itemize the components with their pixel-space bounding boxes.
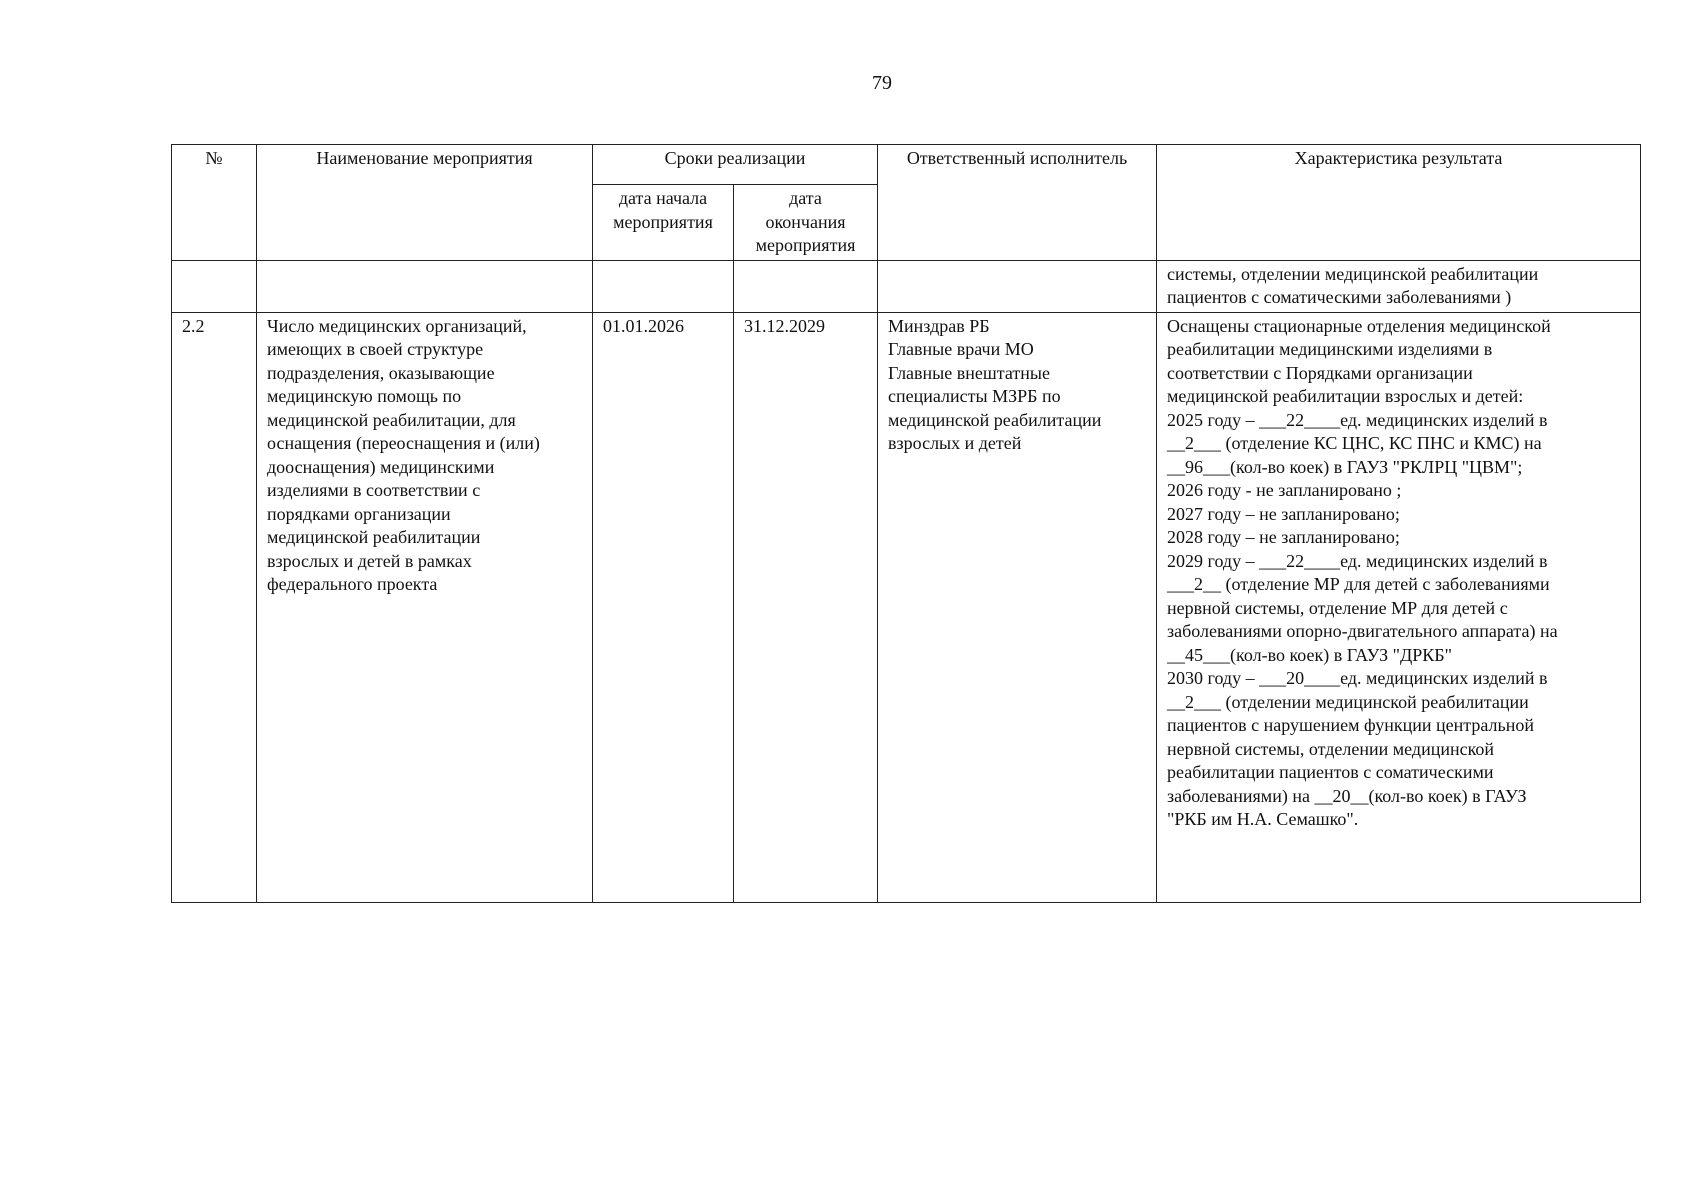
table-row-continued bbox=[172, 260, 1641, 312]
header-executor: Ответственный исполнитель bbox=[878, 145, 1157, 261]
cell-result: Оснащены стационарные отделения медицинской реабилитации медицинскими изделиями в соответствии с Порядками организации медицинской реабилитации взрослых и детей: 2025 году – ___22____ед. медицинских изделий в __2___ (отделение КС ЦНС, КС ПНС и КМС) на __96___(кол-во коек) в ГАУЗ "РКЛРЦ "ЦВМ"; 2026 году - не запланировано ; 2027 году – не запланировано; 2028 году – не запланировано; 2029 году – ___22____ед. медицинских изделий в ___2__ (отделение МР для детей с заболеваниями нервной системы, отделение МР для детей с заболеваниями опорно-двигательного аппарата) на __45___(кол-во коек) в ГАУЗ "ДРКБ" 2030 году – ___20____ед. медицинских изделий в __2___ (отделении медицинской реабилитации пациентов с нарушением функции центральной нервной системы, отделении медицинской реабилитации пациентов с соматическими заболеваниями) на __20__(кол-во коек) в ГАУЗ "РКБ им Н.А. Семашко". bbox=[1157, 312, 1641, 902]
cell-result: системы, отделении медицинской реабилитации пациентов с соматическими заболеваниями ) bbox=[1157, 260, 1641, 312]
cell-end-date: 31.12.2029 bbox=[734, 312, 878, 902]
cell-event-name bbox=[257, 260, 593, 312]
events-table bbox=[171, 144, 1641, 903]
cell-start-date: 01.01.2026 bbox=[593, 312, 734, 902]
header-result: Характеристика результата bbox=[1157, 145, 1641, 261]
cell-event-name: Число медицинских организаций, имеющих в своей структуре подразделения, оказывающие медицинскую помощь по медицинской реабилитации, для оснащения (переоснащения и (или) дооснащения) медицинскими изделиями в соответствии с порядками организации медицинской реабилитации взрослых и детей в рамках федерального проекта bbox=[257, 312, 593, 902]
header-event-name: Наименование мероприятия bbox=[257, 145, 593, 261]
header-terms: Сроки реализации bbox=[593, 145, 878, 185]
table-row bbox=[172, 312, 1641, 902]
cell-number: 2.2 bbox=[172, 312, 257, 902]
header-end-date: дата окончания мероприятия bbox=[734, 185, 878, 261]
cell-number bbox=[172, 260, 257, 312]
cell-executor: Минздрав РБ Главные врачи МО Главные внештатные специалисты МЗРБ по медицинской реабилитации взрослых и детей bbox=[878, 312, 1157, 902]
cell-executor bbox=[878, 260, 1157, 312]
table-header-row bbox=[172, 145, 1641, 185]
cell-start-date bbox=[593, 260, 734, 312]
cell-end-date bbox=[734, 260, 878, 312]
header-start-date: дата начала мероприятия bbox=[593, 185, 734, 261]
page-number: 79 bbox=[872, 72, 892, 94]
header-number: № bbox=[172, 145, 257, 261]
